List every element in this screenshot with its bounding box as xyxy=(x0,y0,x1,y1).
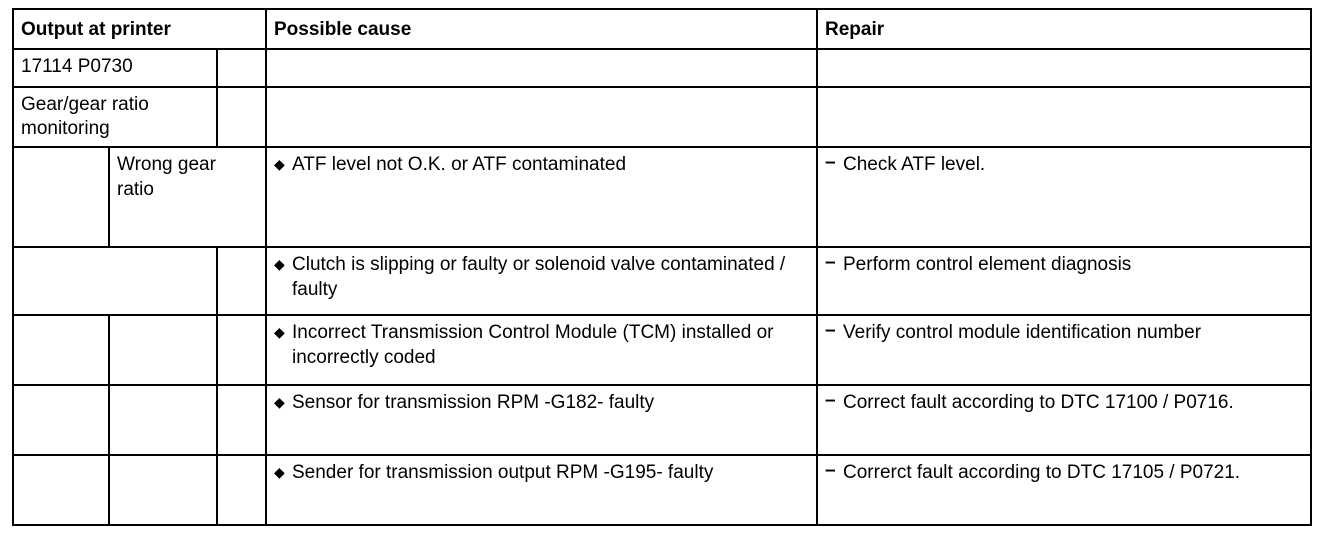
empty-cell xyxy=(817,87,1311,147)
empty-cell xyxy=(109,315,217,385)
table-row xyxy=(13,385,1311,455)
dash-icon: – xyxy=(825,320,836,342)
empty-cell xyxy=(217,247,266,315)
repair-text: Perform control element diagnosis xyxy=(843,254,1132,276)
repair-text: Verify control module identification number xyxy=(843,322,1202,344)
header-row xyxy=(13,9,1311,49)
repair-text: Correct fault according to DTC 17100 / P0716. xyxy=(843,392,1234,414)
bullet-icon: ◆ xyxy=(274,324,285,341)
header-cause: Possible cause xyxy=(266,9,817,49)
cause-text: Clutch is slipping or faulty or solenoid valve contaminated / faulty xyxy=(292,254,786,300)
cause-text: Incorrect Transmission Control Module (TCM) installed or incorrectly coded xyxy=(292,322,774,368)
empty-cell xyxy=(109,455,217,525)
dtc-table xyxy=(12,8,1312,526)
dash-icon: – xyxy=(825,152,836,174)
bullet-icon: ◆ xyxy=(274,394,285,411)
table-row xyxy=(13,247,1311,315)
cause-text: Sensor for transmission RPM -G182- faulty xyxy=(292,392,655,414)
table-row xyxy=(13,455,1311,525)
empty-cell xyxy=(266,49,817,87)
empty-cell xyxy=(13,315,109,385)
repair-text: Check ATF level. xyxy=(843,154,986,176)
dash-icon: – xyxy=(825,252,836,274)
empty-cell xyxy=(217,455,266,525)
dtc-subgroup: Wrong gear ratio xyxy=(109,147,266,247)
dtc-code: 17114 P0730 xyxy=(13,49,217,87)
empty-cell xyxy=(217,315,266,385)
empty-cell xyxy=(13,147,109,247)
empty-cell xyxy=(13,455,109,525)
empty-cell xyxy=(266,87,817,147)
group-row xyxy=(13,87,1311,147)
table-row xyxy=(13,315,1311,385)
header-repair: Repair xyxy=(817,9,1311,49)
bullet-icon: ◆ xyxy=(274,256,285,273)
header-output: Output at printer xyxy=(13,9,266,49)
empty-cell xyxy=(817,49,1311,87)
bullet-icon: ◆ xyxy=(274,464,285,481)
repair-text: Correrct fault according to DTC 17105 / P0721. xyxy=(843,462,1241,484)
table-row xyxy=(13,147,1311,247)
bullet-icon: ◆ xyxy=(274,156,285,173)
code-row xyxy=(13,49,1311,87)
empty-cell xyxy=(109,385,217,455)
empty-cell xyxy=(217,49,266,87)
cause-text: ATF level not O.K. or ATF contaminated xyxy=(292,154,627,176)
empty-cell xyxy=(13,385,109,455)
dash-icon: – xyxy=(825,460,836,482)
dtc-group: Gear/gear ratio monitoring xyxy=(13,87,217,147)
empty-cell xyxy=(217,87,266,147)
dash-icon: – xyxy=(825,390,836,412)
empty-cell xyxy=(217,385,266,455)
empty-cell xyxy=(13,247,217,315)
cause-text: Sender for transmission output RPM -G195- faulty xyxy=(292,462,714,484)
